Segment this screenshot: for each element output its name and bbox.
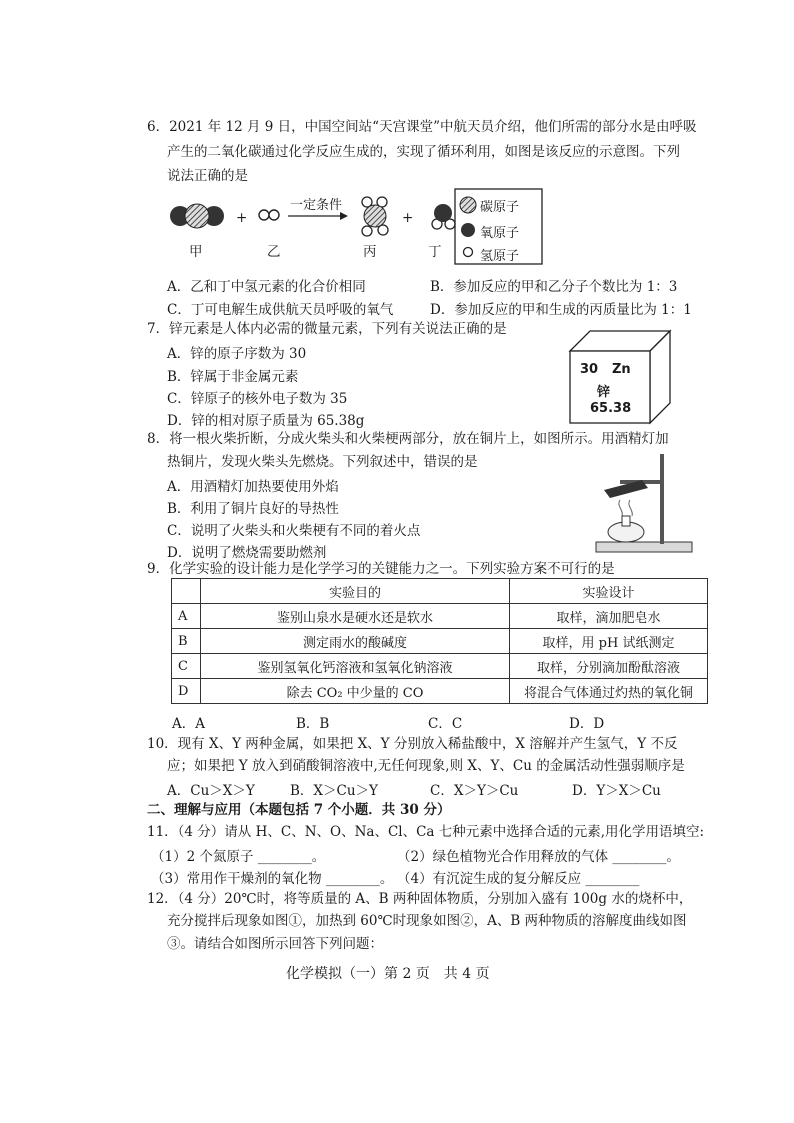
- arrow-condition-label: 一定条件: [290, 198, 343, 213]
- q7-stem: 7．锌元素是人体内必需的微量元素，下列有关说法正确的是: [147, 321, 507, 337]
- q7-option-a: A．锌的原子序数为 30: [167, 346, 307, 362]
- molecule-h2o: [432, 204, 455, 229]
- experiment-table: [171, 578, 708, 704]
- zinc-symbol: Zn: [612, 362, 631, 377]
- section-two-heading: 二、理解与应用（本题包括 7 个小题．共 30 分）: [147, 802, 451, 818]
- q8-line1: 8．将一根火柴折断，分成火柴头和火柴梗两部分，放在铜片上，如图所示。用酒精灯加: [147, 431, 669, 447]
- q10-line2: 应；如果把 Y 放入到硝酸铜溶液中,无任何现象,则 X、Y、Cu 的金属活动性强弱顺序是: [167, 758, 685, 774]
- q10-option-a: A．Cu＞X＞Y: [167, 783, 255, 799]
- q6-option-b: B．参加反应的甲和乙分子个数比为 1：3: [430, 279, 678, 295]
- q6-line1: 6．2021 年 12 月 9 日，中国空间站“天宫课堂”中航天员介绍，他们所需的部分水是由呼吸: [147, 119, 697, 135]
- zinc-name: 锌: [597, 385, 611, 400]
- zinc-atomic-number: 30: [580, 362, 599, 377]
- row-label: C: [172, 654, 201, 679]
- q7-option-c: C．锌原子的核外电子数为 35: [167, 391, 348, 407]
- q9-option-a: A．A: [172, 716, 205, 732]
- oxygen-atom-icon: [461, 223, 475, 237]
- row-label: B: [172, 629, 201, 654]
- q10-option-c: C．X＞Y＞Cu: [430, 783, 519, 799]
- table-row: [172, 654, 708, 679]
- molecule-h2: [259, 210, 279, 220]
- legend-carbon: 碳原子: [480, 200, 520, 215]
- q9-option-b: B．B: [296, 716, 330, 732]
- table-row: [172, 604, 708, 629]
- plus-sign-2: +: [402, 210, 414, 226]
- row-purpose: 除去 CO₂ 中少量的 CO: [201, 679, 510, 704]
- q8-option-a: A．用酒精灯加热要使用外焰: [167, 479, 339, 495]
- q6-line3: 说法正确的是: [167, 168, 248, 184]
- label-ding: 丁: [428, 244, 442, 260]
- row-design: 取样，分别滴加酚酞溶液: [510, 654, 708, 679]
- table-row: [172, 629, 708, 654]
- label-yi: 乙: [267, 244, 281, 260]
- molecule-ch4: [362, 197, 388, 236]
- q11-stem: 11．（4 分）请从 H、C、N、O、Na、Cl、Ca 七种元素中选择合适的元素,用化学用语填空:: [147, 824, 705, 840]
- row-design: 取样，用 pH 试纸测定: [510, 629, 708, 654]
- q6-option-d: D．参加反应的甲和生成的丙质量比为 1：1: [430, 302, 692, 318]
- q10-option-d: D．Y＞X＞Cu: [572, 783, 661, 799]
- row-design: 取样，滴加肥皂水: [510, 604, 708, 629]
- hydrogen-atom-icon: [464, 248, 473, 257]
- legend-oxygen: 氧原子: [480, 226, 520, 241]
- row-purpose: 鉴别氢氧化钙溶液和氢氧化钠溶液: [201, 654, 510, 679]
- row-design: 将混合气体通过灼热的氧化铜: [510, 679, 708, 704]
- q7-option-b: B．锌属于非金属元素: [167, 369, 299, 385]
- q8-option-d: D．说明了燃烧需要助燃剂: [167, 545, 327, 561]
- q8-option-b: B．利用了铜片良好的导热性: [167, 501, 339, 517]
- legend-hydrogen: 氢原子: [480, 249, 520, 264]
- table-header-row: [172, 579, 708, 604]
- header-blank: [172, 579, 201, 604]
- header-design: 实验设计: [510, 579, 708, 604]
- row-label: A: [172, 604, 201, 629]
- q9-option-d: D．D: [569, 716, 605, 732]
- label-bing: 丙: [363, 244, 377, 260]
- q10-option-b: B．X＞Cu＞Y: [290, 783, 378, 799]
- header-purpose: 实验目的: [201, 579, 510, 604]
- alcohol-lamp-apparatus-figure: [590, 452, 696, 558]
- q11-item-4: （4）有沉淀生成的复分解反应 ________: [397, 871, 640, 887]
- molecule-co2: [170, 204, 224, 228]
- plus-sign-1: +: [236, 210, 248, 226]
- q10-line1: 10．现有 X、Y 两种金属，如果把 X、Y 分别放入稀盐酸中，X 溶解并产生氢气，Y 不反: [147, 736, 678, 752]
- q11-item-3: （3）常用作干燥剂的氧化物 ________。: [151, 871, 394, 887]
- q11-item-1: （1）2 个氮原子 ________。: [151, 849, 326, 865]
- row-label: D: [172, 679, 201, 704]
- q9-stem: 9．化学实验的设计能力是化学学习的关键能力之一。下列实验方案不可行的是: [147, 561, 615, 577]
- q6-line2: 产生的二氧化碳通过化学反应生成的，实现了循环利用，如图是该反应的示意图。下列: [167, 144, 680, 160]
- q9-option-c: C．C: [428, 716, 463, 732]
- q12-line1: 12．（4 分）20℃时，将等质量的 A、B 两种固体物质，分别加入盛有 100g 水的烧杯中，: [147, 891, 693, 907]
- q6-option-a: A．乙和丁中氢元素的化合价相同: [167, 279, 366, 295]
- q11-item-2: （2）绿色植物光合作用释放的气体 ________。: [397, 849, 680, 865]
- row-purpose: 测定雨水的酸碱度: [201, 629, 510, 654]
- label-jia: 甲: [189, 244, 203, 260]
- page-footer: 化学模拟（一）第 2 页 共 4 页: [286, 966, 490, 982]
- q6-option-c: C．丁可电解生成供航天员呼吸的氧气: [167, 302, 394, 318]
- q7-option-d: D．锌的相对原子质量为 65.38g: [167, 413, 365, 429]
- table-row: [172, 679, 708, 704]
- arrow-head: [340, 212, 348, 220]
- q12-line2: 充分搅拌后现象如图①，加热到 60℃时现象如图②，A、B 两种物质的溶解度曲线如图: [167, 913, 687, 929]
- row-purpose: 鉴别山泉水是硬水还是软水: [201, 604, 510, 629]
- q12-line3: ③。请结合如图所示回答下列问题：: [167, 936, 383, 952]
- zinc-atomic-mass: 65.38: [590, 401, 632, 416]
- q8-option-c: C．说明了火柴头和火柴梗有不同的着火点: [167, 523, 421, 539]
- q8-line2: 热铜片，发现火柴头先燃烧。下列叙述中，错误的是: [167, 454, 478, 470]
- carbon-atom-icon: [460, 197, 476, 213]
